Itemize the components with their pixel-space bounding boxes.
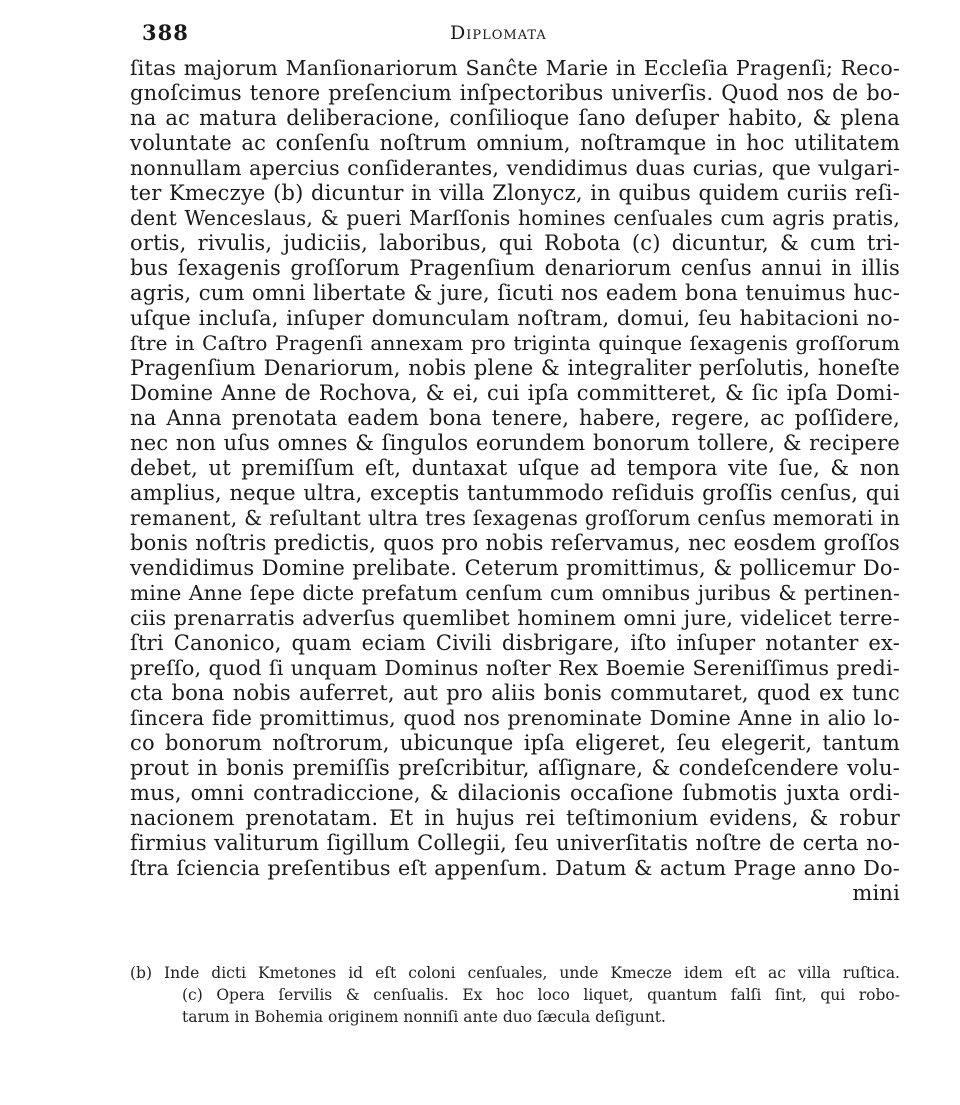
text-line: firmius valiturum ſigillum Collegii, ſeu univerſitatis noſtre de certa no- (130, 831, 900, 855)
text-line: Pragenſium Denariorum, nobis plene & integraliter perſolutis, honeſte (130, 356, 900, 380)
page-header (138, 18, 898, 52)
text-line: vendidimus Domine prelibate. Ceterum promittimus, & pollicemur Do- (130, 556, 900, 580)
text-line: ortis, rivulis, judiciis, laboribus, qui Robota (c) dicuntur, & cum tri- (130, 231, 900, 255)
text-line: agris, cum omni libertate & jure, ſicuti nos eadem bona tenuimus huc- (130, 281, 900, 305)
text-line: bus ſexagenis groſſorum Pragenſium denariorum cenſus annui in illis (130, 256, 900, 280)
text-line: preſſo, quod ſi unquam Dominus noſter Rex Boemie Sereniſſimus predi- (130, 656, 900, 680)
text-line: nonnullam apercius conſiderantes, vendidimus duas curias, que vulgari- (130, 156, 900, 180)
footnote-c-continuation: tarum in Bohemia originem nonniſi ante duo ſæcula deſigunt. (182, 1008, 666, 1026)
text-line: amplius, neque ultra, exceptis tantummodo reſiduis groſſis cenſus, qui (130, 481, 900, 505)
text-line: remanent, & reſultant ultra tres ſexagenas groſſorum cenſus memorati in (130, 506, 900, 530)
text-line: ſtri Canonico, quam eciam Civili disbrigare, iſto inſuper notanter ex- (130, 631, 900, 655)
text-line: mini (852, 881, 900, 905)
running-title: Diplomata (450, 22, 547, 44)
text-line: uſque incluſa, inſuper domunculam noſtram, domui, ſeu habitacioni no- (130, 306, 900, 330)
text-line: nacionem prenotatam. Et in hujus rei teſtimonium evidens, & robur (130, 806, 900, 830)
text-line: gnoſcimus tenore preſencium inſpectoribus univerſis. Quod nos de bo- (130, 81, 900, 105)
text-line: mus, omni contradiccione, & dilacionis occaſione ſubmotis juxta ordi- (130, 781, 900, 805)
text-line: ſtra ſciencia preſentibus eſt appenſum. Datum & actum Prage anno Do- (130, 856, 900, 880)
text-line: Domine Anne de Rochova, & ei, cui ipſa committeret, & ſic ipſa Domi- (130, 381, 900, 405)
text-line: co bonorum noſtrorum, ubicunque ipſa eligeret, ſeu elegerit, tantum (130, 731, 900, 755)
text-line: nec non uſus omnes & ſingulos eorundem bonorum tollere, & recipere (130, 431, 900, 455)
text-line: dent Wenceslaus, & pueri Marſſonis homines cenſuales cum agris pratis, (130, 206, 900, 230)
body-text (130, 56, 900, 906)
text-line: ſitas majorum Manſionariorum Sanĉte Marie in Eccleſia Pragenſi; Reco- (130, 56, 900, 80)
text-line: na Anna prenotata eadem bona tenere, habere, regere, ac poſſidere, (130, 406, 900, 430)
text-line: ciis prenarratis adverſus quemlibet hominem omni jure, videlicet terre- (130, 606, 900, 630)
text-line: debet, ut premiſſum eſt, duntaxat uſque ad tempora vite ſue, & non (130, 456, 900, 480)
text-line: voluntate ac conſenſu noſtrum omnium, noſtramque in hoc utilitatem (130, 131, 900, 155)
page-number: 388 (142, 20, 189, 45)
text-line: ter Kmeczye (b) dicuntur in villa Zlonycz, in quibus quidem curiis reſi- (130, 181, 900, 205)
text-line: ſtre in Caſtro Pragenſi annexam pro triginta quinque ſexagenis groſſorum (130, 331, 900, 355)
text-line: cta bona nobis auferret, aut pro aliis bonis commutaret, quod ex tunc (130, 681, 900, 705)
text-line: bonis noſtris predictis, quos pro nobis reſervamus, nec eosdem groſſos (130, 531, 900, 555)
footnotes (130, 962, 900, 1028)
text-line: prout in bonis premiſſis preſcribitur, aſſignare, & condeſcendere volu- (130, 756, 900, 780)
text-line: ſincera fide promittimus, quod nos prenominate Domine Anne in alio lo- (130, 706, 900, 730)
footnote-b: (b) Inde dicti Kmetones id eſt coloni cenſuales, unde Kmecze idem eſt ac villa ruſtica. (130, 964, 900, 982)
text-line: na ac matura deliberacione, conſilioque ſano deſuper habito, & plena (130, 106, 900, 130)
text-line: mine Anne ſepe dicte prefatum cenſum cum omnibus juribus & pertinen- (130, 581, 900, 605)
footnote-c: (c) Opera ſervilis & cenſualis. Ex hoc loco liquet, quantum falſi ſint, qui robo- (182, 986, 900, 1004)
